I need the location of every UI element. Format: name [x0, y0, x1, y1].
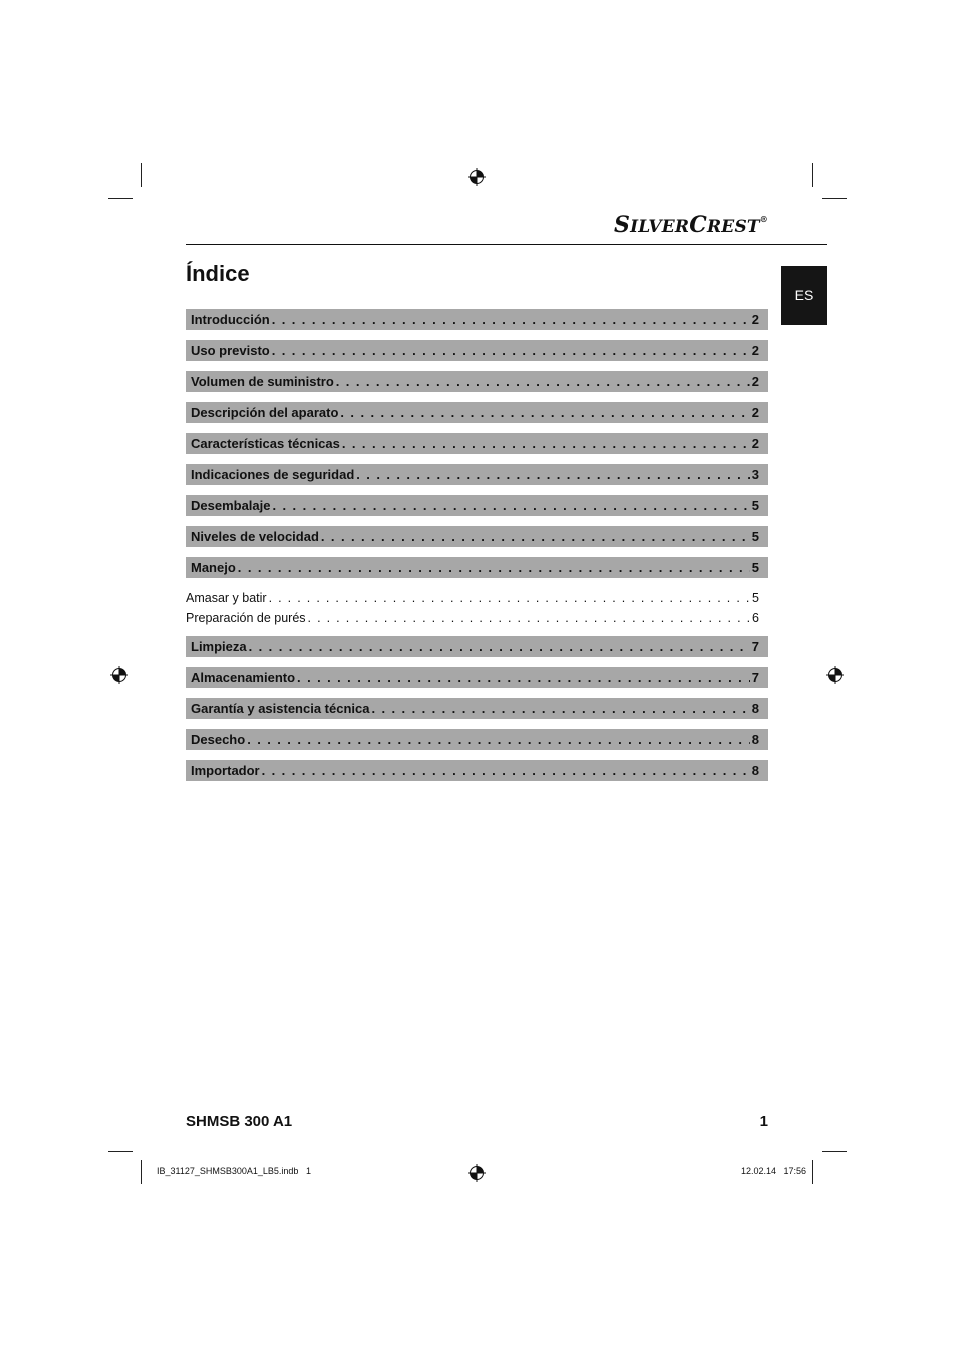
- toc-entry-label: Desecho: [191, 732, 246, 747]
- page-title: Índice: [186, 261, 250, 286]
- toc-entry-page: 5: [751, 560, 759, 575]
- toc-leader-dots: [308, 608, 751, 628]
- toc-leader-dots: [269, 588, 750, 608]
- toc-entry-label: Introducción: [191, 312, 270, 327]
- toc-entry[interactable]: [186, 760, 768, 781]
- crop-mark: [141, 1160, 142, 1184]
- registration-mark-icon: [468, 1164, 486, 1182]
- crop-mark: [108, 1151, 133, 1152]
- toc-entry-label: Amasar y batir: [186, 591, 267, 605]
- toc-entry-label: Preparación de purés: [186, 611, 306, 625]
- crop-mark: [108, 198, 133, 199]
- toc-entry-label: Volumen de suministro: [191, 374, 334, 389]
- toc-leader-dots: [272, 340, 750, 361]
- toc-entry-label: Niveles de velocidad: [191, 529, 319, 544]
- toc-entry-label: Descripción del aparato: [191, 405, 339, 420]
- toc-leader-dots: [342, 433, 750, 454]
- language-tab: ES: [781, 266, 827, 325]
- toc-leader-dots: [247, 729, 750, 750]
- toc-entry[interactable]: [186, 526, 768, 547]
- toc-entry[interactable]: [186, 340, 768, 361]
- toc-entry-page: 7: [751, 670, 759, 685]
- toc-entry-label: Características técnicas: [191, 436, 340, 451]
- toc-leader-dots: [356, 464, 749, 485]
- silvercrest-logo: SILVERCREST®: [613, 212, 768, 238]
- toc-entry-page: 2: [751, 343, 759, 358]
- toc-entry-page: 6: [752, 611, 759, 625]
- toc-entry[interactable]: [186, 557, 768, 578]
- toc-entry-label: Manejo: [191, 560, 236, 575]
- registration-mark-icon: [826, 666, 844, 684]
- toc-entry[interactable]: [186, 698, 768, 719]
- toc-entry-page: 8: [751, 732, 759, 747]
- toc-entry-label: Almacenamiento: [191, 670, 296, 685]
- crop-mark: [822, 198, 847, 199]
- header-rule: [186, 244, 827, 245]
- toc-entry[interactable]: [186, 729, 768, 750]
- toc-leader-dots: [272, 309, 750, 330]
- model-number: SHMSB 300 A1: [186, 1113, 293, 1130]
- toc-entry[interactable]: [186, 371, 768, 392]
- toc-subentry[interactable]: [186, 608, 768, 628]
- crop-mark: [812, 163, 813, 187]
- toc-entry-page: 5: [751, 529, 759, 544]
- toc-entry[interactable]: [186, 495, 768, 516]
- toc-leader-dots: [238, 557, 750, 578]
- toc-leader-dots: [297, 667, 750, 688]
- toc-entry[interactable]: [186, 309, 768, 330]
- crop-mark: [822, 1151, 847, 1152]
- toc-entry-page: 2: [751, 374, 759, 389]
- toc-leader-dots: [336, 371, 750, 392]
- toc-entry-label: Garantía y asistencia técnica: [191, 701, 370, 716]
- registration-mark-icon: [468, 168, 486, 186]
- toc-entry-page: 2: [751, 312, 759, 327]
- toc-entry[interactable]: [186, 464, 768, 485]
- toc-leader-dots: [321, 526, 750, 547]
- toc-leader-dots: [273, 495, 750, 516]
- toc-entry-page: 2: [751, 405, 759, 420]
- toc-entry-label: Limpieza: [191, 639, 247, 654]
- toc-entry-page: 3: [751, 467, 759, 482]
- page-number: 1: [759, 1113, 768, 1130]
- toc-subentry[interactable]: [186, 588, 768, 608]
- table-of-contents: [186, 309, 768, 791]
- toc-entry-label: Desembalaje: [191, 498, 271, 513]
- toc-entry[interactable]: [186, 667, 768, 688]
- toc-entry-page: 5: [752, 591, 759, 605]
- print-slug-timestamp: 12.02.14 17:56: [740, 1166, 806, 1176]
- toc-leader-dots: [371, 698, 749, 719]
- print-slug-file: IB_31127_SHMSB300A1_LB5.indb 1: [157, 1166, 311, 1176]
- toc-leader-dots: [249, 636, 750, 657]
- toc-entry[interactable]: [186, 402, 768, 423]
- toc-entry[interactable]: [186, 433, 768, 454]
- toc-leader-dots: [340, 402, 749, 423]
- toc-entry-page: 2: [751, 436, 759, 451]
- toc-entry[interactable]: [186, 636, 768, 657]
- toc-entry-page: 5: [751, 498, 759, 513]
- toc-entry-page: 8: [751, 763, 759, 778]
- toc-leader-dots: [262, 760, 750, 781]
- toc-entry-page: 8: [751, 701, 759, 716]
- crop-mark: [141, 163, 142, 187]
- registration-mark-icon: [110, 666, 128, 684]
- toc-entry-label: Importador: [191, 763, 260, 778]
- toc-entry-label: Uso previsto: [191, 343, 270, 358]
- crop-mark: [812, 1160, 813, 1184]
- toc-entry-label: Indicaciones de seguridad: [191, 467, 355, 482]
- toc-entry-page: 7: [751, 639, 759, 654]
